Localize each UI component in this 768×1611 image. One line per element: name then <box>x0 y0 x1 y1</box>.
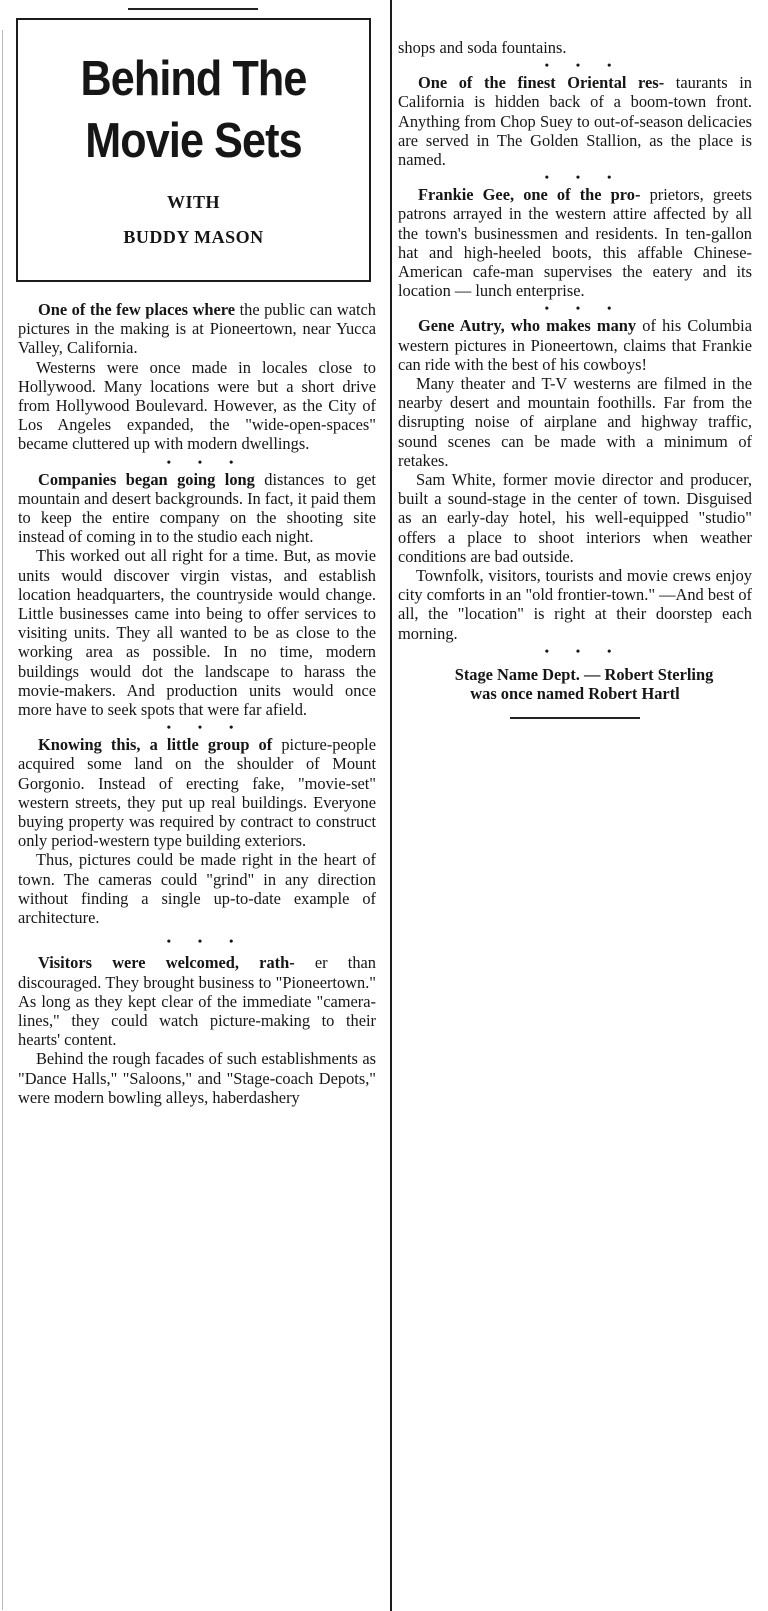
separator-dots: • • • <box>544 643 624 658</box>
paragraph: Frankie Gee, one of the pro- prietors, greets patrons arrayed in the western attire affected by all the town's businessmen and residents. In ten-gallon hat and high-heeled boots, this affable Chinese-American cafe-man supervises the eatery and its location — lunch enterprise. <box>398 185 752 301</box>
column-divider <box>390 0 392 1611</box>
paragraph: One of the finest Oriental res- taurants in California is hidden back of a boom-town front. Anything from Chop Suey to out-of-season delicacies are served in The Golden Stallion, as the place is named. <box>398 73 752 170</box>
lead-in: Companies began going long <box>38 469 255 489</box>
paragraph: Many theater and T-V westerns are filmed in the nearby desert and mountain foothills. Far from the disrupting noise of airplane and highway traffic, sound scenes can be made with a minimum of retakes. <box>398 374 752 470</box>
separator-dots: • • • <box>544 301 624 316</box>
closing-note: Stage Name Dept. — Robert Sterling was once named Robert Hartl <box>454 664 714 704</box>
paragraph: Thus, pictures could be made right in the heart of town. The cameras could "grind" in any direction without finding a single up-to-date example of architecture. <box>18 850 376 928</box>
title-line-2: Movie Sets <box>85 114 302 168</box>
lead-in: Frankie Gee, one of the pro- <box>418 185 641 205</box>
left-column <box>18 300 376 1107</box>
separator-dots: • • • <box>166 720 246 735</box>
paragraph: Gene Autry, who makes many of his Columbia western pictures in Pioneertown, claims that Frankie can ride with the best of his cowboys! <box>398 316 752 374</box>
paragraph: Visitors were welcomed, rath- er than discouraged. They brought business to "Pioneertown." As long as they kept clear of the immediate "camera-lines," they could watch picture-making to their hearts' content. <box>18 953 376 1050</box>
separator-dots: • • • <box>166 934 246 949</box>
end-rule <box>510 717 640 719</box>
separator-dots: • • • <box>544 170 624 185</box>
paragraph: Companies began going long distances to get mountain and desert backgrounds. In fact, it paid them to keep the entire company on the shooting site instead of coming in to the studio each night. <box>18 469 376 547</box>
paragraph: Knowing this, a little group of picture-people acquired some land on the shoulder of Mount Gorgonio. Instead of erecting fake, "movie-set" western streets, they put up real buildings. Everyone buying property was required by contract to construct only period-western type building exteriors. <box>18 735 376 851</box>
lead-in: Gene Autry, who makes many <box>418 316 637 336</box>
left-edge-line <box>2 30 3 1610</box>
title-line-1: Behind The <box>80 52 307 106</box>
right-column <box>398 38 752 719</box>
lead-in: One of the few places where <box>38 300 236 319</box>
paragraph: One of the few places where the public can watch pictures in the making is at Pioneertown, near Yucca Valley, California. <box>18 300 376 358</box>
separator-dots: • • • <box>166 454 246 469</box>
byline-with: WITH <box>166 192 220 212</box>
separator-dots: • • • <box>544 58 624 73</box>
column-header-box <box>16 18 371 282</box>
paragraph: shops and soda fountains. <box>398 38 567 57</box>
paragraph: This worked out all right for a time. But, as movie units would discover virgin vistas, and establish location headquarters, the countryside would change. Little businesses came into being to offer services to visiting units. They all wanted to be as close to the working area as possible. In no time, modern buildings would dot the landscape to harass the movie-makers. And production units would once more have to seek spots that were far afield. <box>18 546 376 720</box>
lead-in: Knowing this, a little group of <box>38 735 273 755</box>
paragraph: Westerns were once made in locales close to Hollywood. Many locations were but a short drive from Hollywood Boulevard. However, as the City of Los Angeles expanded, the "wide-open-spaces" became cluttered up with modern dwellings. <box>18 357 376 454</box>
paragraph: Sam White, former movie director and producer, built a sound-stage in the center of town. Disguised as an early-day hotel, his well-equipped "studio" offers a place to shoot interiors when weather conditions are bad outside. <box>398 470 752 566</box>
byline-author: BUDDY MASON <box>123 227 264 247</box>
top-rule <box>128 8 258 10</box>
lead-in: One of the finest Oriental res- <box>418 73 665 93</box>
paragraph: Townfolk, visitors, tourists and movie crews enjoy city comforts in an "old frontier-town." —And best of all, the "location" is right at their doorstep each morning. <box>398 566 752 643</box>
column-title <box>39 48 348 172</box>
paragraph: Behind the rough facades of such establishments as "Dance Halls," "Saloons," and "Stage-coach Depots," were modern bowling alleys, haberdashery <box>18 1049 376 1107</box>
lead-in: Visitors were welcomed, rath- <box>38 953 295 973</box>
